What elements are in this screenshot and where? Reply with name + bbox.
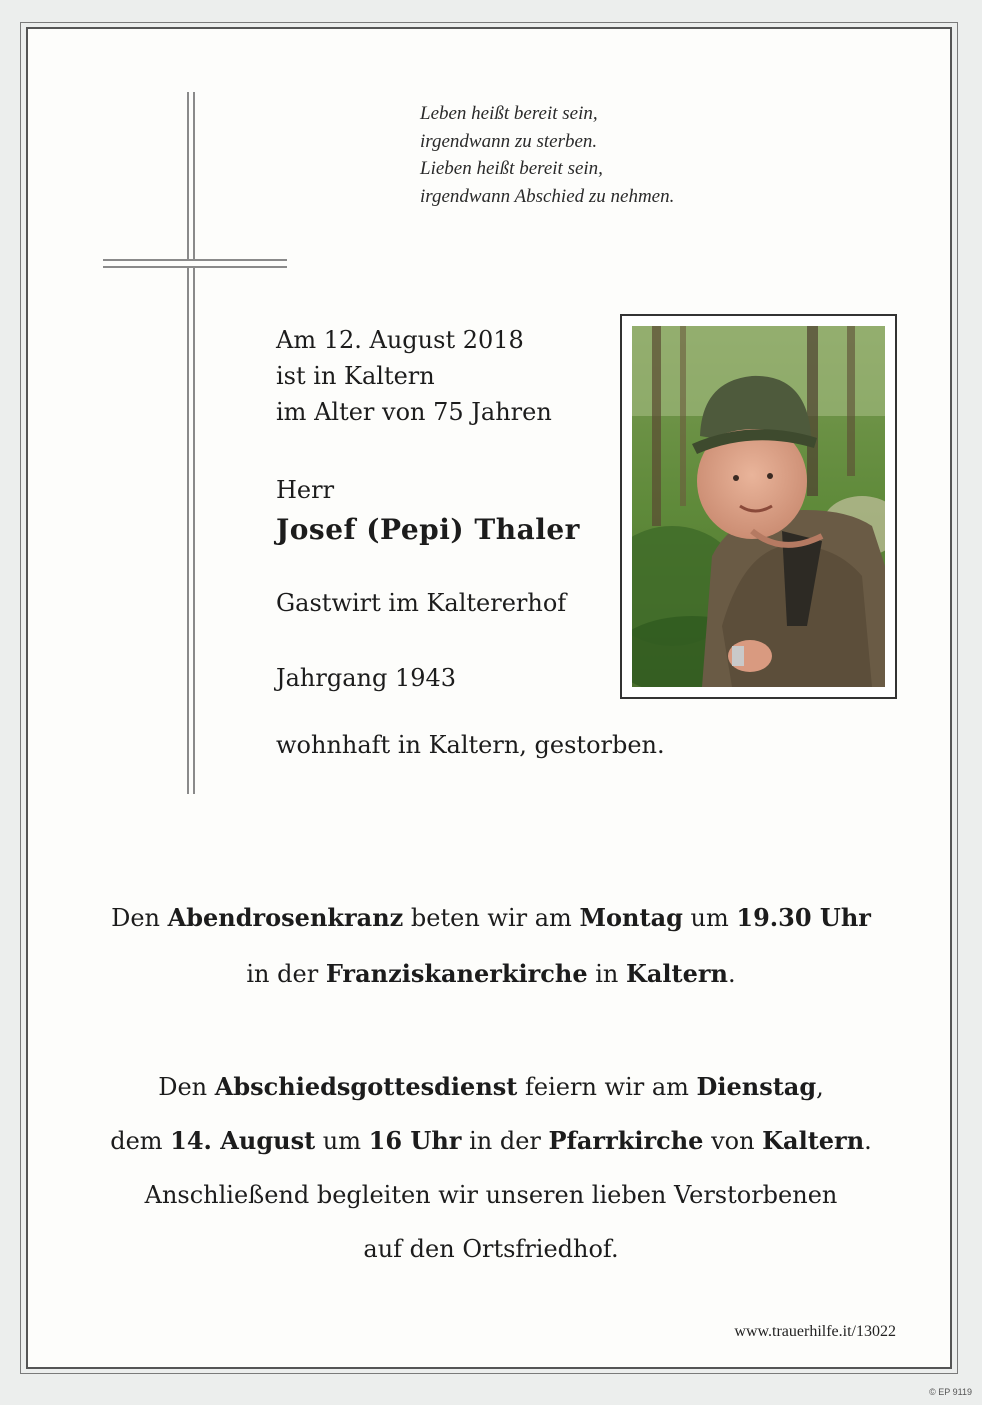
death-announcement — [276, 322, 552, 430]
text: in — [587, 960, 626, 988]
service-day: Montag — [579, 903, 683, 932]
death-age: im Alter von 75 Jahren — [276, 398, 552, 426]
mass-line-4: auf den Ortsfriedhof. — [363, 1235, 619, 1263]
text: in der — [461, 1127, 549, 1155]
poem-line: Leben heißt bereit sein, — [420, 103, 598, 124]
death-place: ist in Kaltern — [276, 362, 435, 390]
cross-horizontal-beam — [103, 259, 287, 268]
text: Den — [111, 904, 168, 932]
poem-line: Lieben heißt bereit sein, — [420, 158, 603, 179]
service-time: 19.30 Uhr — [736, 903, 871, 932]
rosary-announcement — [60, 890, 922, 1002]
website-link[interactable]: www.trauerhilfe.it/13022 — [734, 1323, 896, 1340]
text: . — [727, 960, 736, 988]
mass-type: Abschiedsgottesdienst — [214, 1072, 518, 1101]
residence: wohnhaft in Kaltern, gestorben. — [276, 731, 665, 759]
text: , — [816, 1073, 824, 1101]
text: feiern wir am — [517, 1073, 697, 1101]
mass-day: Dienstag — [696, 1072, 817, 1101]
text: von — [703, 1127, 763, 1155]
mass-line-2 — [60, 1114, 922, 1168]
text: dem — [110, 1127, 171, 1155]
mass-date: 14. August — [170, 1126, 316, 1155]
service-town: Kaltern — [626, 959, 728, 988]
mass-line-3: Anschließend begleiten wir unseren lieben Verstorbenen — [144, 1181, 838, 1209]
cross-vertical-beam — [187, 92, 195, 794]
portrait-photo — [632, 326, 885, 687]
death-date: Am 12. August 2018 — [276, 326, 524, 354]
poem-line: irgendwann zu sterben. — [420, 130, 598, 152]
rosary-line-2 — [60, 946, 922, 1002]
service-church: Franziskanerkirche — [325, 959, 588, 988]
birth-year: Jahrgang 1943 — [276, 664, 457, 692]
portrait-frame — [620, 314, 897, 699]
text: Den — [158, 1073, 215, 1101]
mass-church: Pfarrkirche — [548, 1126, 704, 1155]
poem-line: irgendwann Abschied zu nehmen. — [420, 185, 675, 207]
text: in der — [246, 960, 326, 988]
text: . — [864, 1127, 872, 1155]
funeral-mass-announcement — [60, 1060, 922, 1276]
copyright-code: © EP 9119 — [929, 1387, 972, 1397]
text: beten wir am — [403, 904, 580, 932]
cross-intersection — [189, 261, 193, 266]
deceased-name: Josef (Pepi) Thaler — [276, 513, 580, 546]
poem — [420, 100, 674, 210]
service-type: Abendrosenkranz — [167, 903, 404, 932]
mass-time: 16 Uhr — [368, 1126, 462, 1155]
mass-line-1 — [60, 1060, 922, 1114]
occupation: Gastwirt im Kaltererhof — [276, 589, 567, 617]
text: um — [682, 904, 737, 932]
salutation: Herr — [276, 476, 335, 504]
rosary-line-1 — [60, 890, 922, 946]
mass-town: Kaltern — [762, 1126, 865, 1155]
text: um — [315, 1127, 369, 1155]
